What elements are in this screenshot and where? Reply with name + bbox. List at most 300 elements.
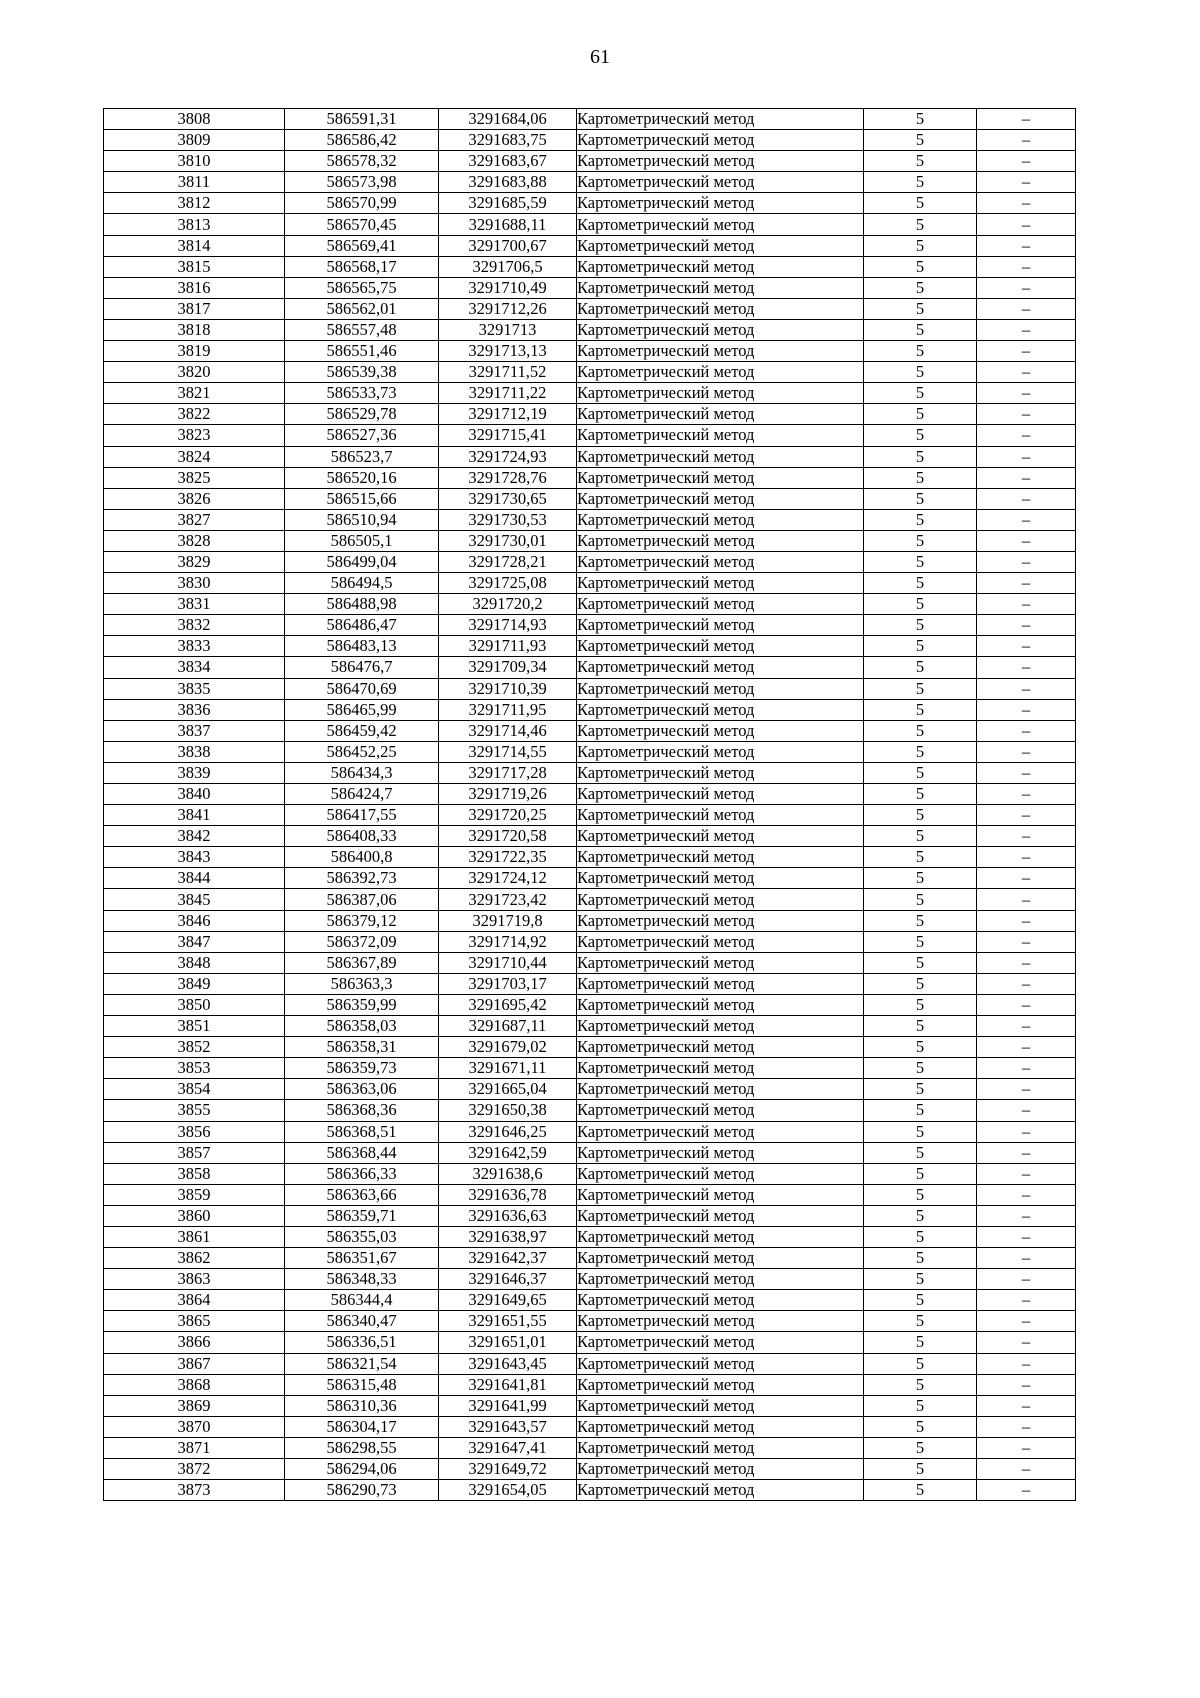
y-coordinate-cell: 3291714,55 [439,741,577,762]
x-coordinate-cell: 586379,12 [285,910,439,931]
point-number-cell: 3817 [104,298,285,319]
accuracy-cell: 5 [864,1416,977,1437]
accuracy-cell: 5 [864,741,977,762]
table-row [104,910,1076,931]
method-cell: Картометрический метод [577,1311,864,1332]
table-row [104,530,1076,551]
note-cell: – [977,1459,1076,1480]
accuracy-cell: 5 [864,425,977,446]
y-coordinate-cell: 3291719,26 [439,784,577,805]
y-coordinate-cell: 3291700,67 [439,235,577,256]
table-row [104,678,1076,699]
method-cell: Картометрический метод [577,383,864,404]
point-number-cell: 3873 [104,1480,285,1501]
point-number-cell: 3858 [104,1163,285,1184]
point-number-cell: 3850 [104,994,285,1015]
table-row [104,362,1076,383]
method-cell: Картометрический метод [577,720,864,741]
method-cell: Картометрический метод [577,1142,864,1163]
note-cell: – [977,1290,1076,1311]
method-cell: Картометрический метод [577,151,864,172]
y-coordinate-cell: 3291646,25 [439,1121,577,1142]
note-cell: – [977,931,1076,952]
method-cell: Картометрический метод [577,1437,864,1458]
x-coordinate-cell: 586310,36 [285,1395,439,1416]
note-cell: – [977,657,1076,678]
x-coordinate-cell: 586578,32 [285,151,439,172]
accuracy-cell: 5 [864,467,977,488]
point-number-cell: 3836 [104,699,285,720]
accuracy-cell: 5 [864,1121,977,1142]
y-coordinate-cell: 3291643,45 [439,1353,577,1374]
point-number-cell: 3866 [104,1332,285,1353]
method-cell: Картометрический метод [577,425,864,446]
x-coordinate-cell: 586359,99 [285,994,439,1015]
note-cell: – [977,1163,1076,1184]
accuracy-cell: 5 [864,1353,977,1374]
table-row [104,1205,1076,1226]
x-coordinate-cell: 586586,42 [285,130,439,151]
table-row [104,130,1076,151]
y-coordinate-cell: 3291671,11 [439,1058,577,1079]
point-number-cell: 3815 [104,256,285,277]
table-row [104,319,1076,340]
x-coordinate-cell: 586510,94 [285,509,439,530]
point-number-cell: 3846 [104,910,285,931]
table-row [104,1037,1076,1058]
method-cell: Картометрический метод [577,952,864,973]
x-coordinate-cell: 586527,36 [285,425,439,446]
x-coordinate-cell: 586551,46 [285,341,439,362]
note-cell: – [977,488,1076,509]
point-number-cell: 3848 [104,952,285,973]
y-coordinate-cell: 3291709,34 [439,657,577,678]
method-cell: Картометрический метод [577,868,864,889]
accuracy-cell: 5 [864,889,977,910]
note-cell: – [977,256,1076,277]
note-cell: – [977,277,1076,298]
note-cell: – [977,910,1076,931]
table-row [104,341,1076,362]
note-cell: – [977,762,1076,783]
accuracy-cell: 5 [864,1459,977,1480]
point-number-cell: 3869 [104,1395,285,1416]
y-coordinate-cell: 3291714,93 [439,615,577,636]
accuracy-cell: 5 [864,1058,977,1079]
note-cell: – [977,805,1076,826]
accuracy-cell: 5 [864,362,977,383]
accuracy-cell: 5 [864,1437,977,1458]
x-coordinate-cell: 586573,98 [285,172,439,193]
table-row [104,720,1076,741]
y-coordinate-cell: 3291665,04 [439,1079,577,1100]
x-coordinate-cell: 586539,38 [285,362,439,383]
x-coordinate-cell: 586557,48 [285,319,439,340]
table-row [104,1248,1076,1269]
table-row [104,277,1076,298]
table-row [104,1311,1076,1332]
point-number-cell: 3859 [104,1184,285,1205]
point-number-cell: 3823 [104,425,285,446]
note-cell: – [977,551,1076,572]
table-row [104,805,1076,826]
table-row [104,446,1076,467]
x-coordinate-cell: 586363,06 [285,1079,439,1100]
note-cell: – [977,741,1076,762]
table-row [104,509,1076,530]
note-cell: – [977,720,1076,741]
note-cell: – [977,1100,1076,1121]
table-row [104,1163,1076,1184]
x-coordinate-cell: 586368,36 [285,1100,439,1121]
method-cell: Картометрический метод [577,1079,864,1100]
method-cell: Картометрический метод [577,130,864,151]
accuracy-cell: 5 [864,319,977,340]
table-row [104,1226,1076,1247]
x-coordinate-cell: 586294,06 [285,1459,439,1480]
accuracy-cell: 5 [864,952,977,973]
x-coordinate-cell: 586499,04 [285,551,439,572]
y-coordinate-cell: 3291715,41 [439,425,577,446]
table-row [104,615,1076,636]
table-row [104,1184,1076,1205]
method-cell: Картометрический метод [577,193,864,214]
accuracy-cell: 5 [864,130,977,151]
note-cell: – [977,826,1076,847]
accuracy-cell: 5 [864,509,977,530]
accuracy-cell: 5 [864,931,977,952]
x-coordinate-cell: 586568,17 [285,256,439,277]
point-number-cell: 3809 [104,130,285,151]
point-number-cell: 3868 [104,1374,285,1395]
note-cell: – [977,1269,1076,1290]
table-row [104,1079,1076,1100]
y-coordinate-cell: 3291720,2 [439,594,577,615]
method-cell: Картометрический метод [577,910,864,931]
x-coordinate-cell: 586344,4 [285,1290,439,1311]
table-row [104,1416,1076,1437]
x-coordinate-cell: 586368,51 [285,1121,439,1142]
x-coordinate-cell: 586392,73 [285,868,439,889]
y-coordinate-cell: 3291720,25 [439,805,577,826]
y-coordinate-cell: 3291711,22 [439,383,577,404]
point-number-cell: 3839 [104,762,285,783]
x-coordinate-cell: 586359,71 [285,1205,439,1226]
x-coordinate-cell: 586434,3 [285,762,439,783]
method-cell: Картометрический метод [577,1226,864,1247]
table-row [104,1395,1076,1416]
note-cell: – [977,1205,1076,1226]
point-number-cell: 3826 [104,488,285,509]
accuracy-cell: 5 [864,1290,977,1311]
x-coordinate-cell: 586570,45 [285,214,439,235]
point-number-cell: 3844 [104,868,285,889]
accuracy-cell: 5 [864,1163,977,1184]
note-cell: – [977,1437,1076,1458]
note-cell: – [977,1416,1076,1437]
method-cell: Картометрический метод [577,594,864,615]
table-row [104,762,1076,783]
table-row [104,994,1076,1015]
point-number-cell: 3831 [104,594,285,615]
accuracy-cell: 5 [864,277,977,298]
y-coordinate-cell: 3291712,19 [439,404,577,425]
x-coordinate-cell: 586348,33 [285,1269,439,1290]
y-coordinate-cell: 3291703,17 [439,973,577,994]
y-coordinate-cell: 3291710,44 [439,952,577,973]
x-coordinate-cell: 586358,03 [285,1016,439,1037]
note-cell: – [977,109,1076,130]
x-coordinate-cell: 586515,66 [285,488,439,509]
accuracy-cell: 5 [864,1205,977,1226]
accuracy-cell: 5 [864,214,977,235]
point-number-cell: 3837 [104,720,285,741]
note-cell: – [977,383,1076,404]
x-coordinate-cell: 586494,5 [285,573,439,594]
accuracy-cell: 5 [864,1142,977,1163]
method-cell: Картометрический метод [577,784,864,805]
table-row [104,1121,1076,1142]
accuracy-cell: 5 [864,530,977,551]
table-row [104,657,1076,678]
x-coordinate-cell: 586488,98 [285,594,439,615]
note-cell: – [977,615,1076,636]
y-coordinate-cell: 3291651,55 [439,1311,577,1332]
table-row [104,826,1076,847]
x-coordinate-cell: 586387,06 [285,889,439,910]
table-row [104,1058,1076,1079]
table-row [104,952,1076,973]
x-coordinate-cell: 586520,16 [285,467,439,488]
y-coordinate-cell: 3291710,39 [439,678,577,699]
point-number-cell: 3857 [104,1142,285,1163]
y-coordinate-cell: 3291649,65 [439,1290,577,1311]
y-coordinate-cell: 3291712,26 [439,298,577,319]
note-cell: – [977,889,1076,910]
point-number-cell: 3822 [104,404,285,425]
y-coordinate-cell: 3291717,28 [439,762,577,783]
point-number-cell: 3864 [104,1290,285,1311]
method-cell: Картометрический метод [577,551,864,572]
y-coordinate-cell: 3291724,12 [439,868,577,889]
point-number-cell: 3856 [104,1121,285,1142]
y-coordinate-cell: 3291706,5 [439,256,577,277]
method-cell: Картометрический метод [577,699,864,720]
table-row [104,172,1076,193]
accuracy-cell: 5 [864,720,977,741]
note-cell: – [977,1037,1076,1058]
table-row [104,1290,1076,1311]
note-cell: – [977,952,1076,973]
point-number-cell: 3870 [104,1416,285,1437]
x-coordinate-cell: 586533,73 [285,383,439,404]
y-coordinate-cell: 3291651,01 [439,1332,577,1353]
accuracy-cell: 5 [864,256,977,277]
x-coordinate-cell: 586367,89 [285,952,439,973]
accuracy-cell: 5 [864,298,977,319]
x-coordinate-cell: 586523,7 [285,446,439,467]
note-cell: – [977,298,1076,319]
method-cell: Картометрический метод [577,109,864,130]
table-row [104,931,1076,952]
x-coordinate-cell: 586569,41 [285,235,439,256]
table-row [104,214,1076,235]
accuracy-cell: 5 [864,784,977,805]
point-number-cell: 3828 [104,530,285,551]
accuracy-cell: 5 [864,446,977,467]
point-number-cell: 3847 [104,931,285,952]
accuracy-cell: 5 [864,847,977,868]
coordinates-table-body [104,109,1076,1501]
y-coordinate-cell: 3291683,75 [439,130,577,151]
x-coordinate-cell: 586315,48 [285,1374,439,1395]
y-coordinate-cell: 3291683,88 [439,172,577,193]
method-cell: Картометрический метод [577,277,864,298]
point-number-cell: 3829 [104,551,285,572]
note-cell: – [977,1079,1076,1100]
accuracy-cell: 5 [864,594,977,615]
table-row [104,784,1076,805]
x-coordinate-cell: 586417,55 [285,805,439,826]
table-row [104,1353,1076,1374]
table-row [104,425,1076,446]
x-coordinate-cell: 586424,7 [285,784,439,805]
note-cell: – [977,362,1076,383]
note-cell: – [977,1480,1076,1501]
method-cell: Картометрический метод [577,1248,864,1269]
point-number-cell: 3808 [104,109,285,130]
point-number-cell: 3821 [104,383,285,404]
y-coordinate-cell: 3291730,65 [439,488,577,509]
table-row [104,256,1076,277]
method-cell: Картометрический метод [577,256,864,277]
method-cell: Картометрический метод [577,509,864,530]
point-number-cell: 3834 [104,657,285,678]
note-cell: – [977,1016,1076,1037]
y-coordinate-cell: 3291710,49 [439,277,577,298]
y-coordinate-cell: 3291641,99 [439,1395,577,1416]
x-coordinate-cell: 586340,47 [285,1311,439,1332]
method-cell: Картометрический метод [577,1395,864,1416]
method-cell: Картометрический метод [577,1205,864,1226]
y-coordinate-cell: 3291683,67 [439,151,577,172]
accuracy-cell: 5 [864,636,977,657]
table-row [104,151,1076,172]
accuracy-cell: 5 [864,826,977,847]
x-coordinate-cell: 586351,67 [285,1248,439,1269]
method-cell: Картометрический метод [577,636,864,657]
note-cell: – [977,193,1076,214]
table-row [104,109,1076,130]
y-coordinate-cell: 3291687,11 [439,1016,577,1037]
y-coordinate-cell: 3291695,42 [439,994,577,1015]
accuracy-cell: 5 [864,973,977,994]
point-number-cell: 3852 [104,1037,285,1058]
method-cell: Картометрический метод [577,1269,864,1290]
point-number-cell: 3865 [104,1311,285,1332]
note-cell: – [977,594,1076,615]
y-coordinate-cell: 3291714,92 [439,931,577,952]
method-cell: Картометрический метод [577,404,864,425]
method-cell: Картометрический метод [577,530,864,551]
y-coordinate-cell: 3291714,46 [439,720,577,741]
method-cell: Картометрический метод [577,214,864,235]
y-coordinate-cell: 3291643,57 [439,1416,577,1437]
accuracy-cell: 5 [864,551,977,572]
method-cell: Картометрический метод [577,446,864,467]
table-row [104,467,1076,488]
point-number-cell: 3833 [104,636,285,657]
note-cell: – [977,1395,1076,1416]
table-row [104,1459,1076,1480]
point-number-cell: 3810 [104,151,285,172]
table-row [104,193,1076,214]
x-coordinate-cell: 586358,31 [285,1037,439,1058]
table-row [104,1437,1076,1458]
accuracy-cell: 5 [864,678,977,699]
method-cell: Картометрический метод [577,889,864,910]
point-number-cell: 3812 [104,193,285,214]
point-number-cell: 3861 [104,1226,285,1247]
note-cell: – [977,235,1076,256]
y-coordinate-cell: 3291711,52 [439,362,577,383]
note-cell: – [977,341,1076,362]
point-number-cell: 3867 [104,1353,285,1374]
accuracy-cell: 5 [864,1480,977,1501]
accuracy-cell: 5 [864,1079,977,1100]
y-coordinate-cell: 3291685,59 [439,193,577,214]
point-number-cell: 3819 [104,341,285,362]
table-row [104,383,1076,404]
method-cell: Картометрический метод [577,847,864,868]
y-coordinate-cell: 3291730,53 [439,509,577,530]
note-cell: – [977,1226,1076,1247]
table-row [104,1374,1076,1395]
y-coordinate-cell: 3291724,93 [439,446,577,467]
y-coordinate-cell: 3291638,6 [439,1163,577,1184]
table-row [104,636,1076,657]
accuracy-cell: 5 [864,383,977,404]
y-coordinate-cell: 3291713 [439,319,577,340]
note-cell: – [977,1121,1076,1142]
accuracy-cell: 5 [864,488,977,509]
accuracy-cell: 5 [864,615,977,636]
y-coordinate-cell: 3291679,02 [439,1037,577,1058]
point-number-cell: 3820 [104,362,285,383]
x-coordinate-cell: 586363,3 [285,973,439,994]
method-cell: Картометрический метод [577,341,864,362]
note-cell: – [977,1184,1076,1205]
point-number-cell: 3860 [104,1205,285,1226]
note-cell: – [977,573,1076,594]
x-coordinate-cell: 586400,8 [285,847,439,868]
point-number-cell: 3830 [104,573,285,594]
accuracy-cell: 5 [864,1016,977,1037]
x-coordinate-cell: 586570,99 [285,193,439,214]
method-cell: Картометрический метод [577,1290,864,1311]
accuracy-cell: 5 [864,994,977,1015]
method-cell: Картометрический метод [577,931,864,952]
table-row [104,868,1076,889]
x-coordinate-cell: 586562,01 [285,298,439,319]
point-number-cell: 3841 [104,805,285,826]
point-number-cell: 3840 [104,784,285,805]
table-row [104,488,1076,509]
note-cell: – [977,1058,1076,1079]
table-row [104,1480,1076,1501]
y-coordinate-cell: 3291719,8 [439,910,577,931]
y-coordinate-cell: 3291713,13 [439,341,577,362]
